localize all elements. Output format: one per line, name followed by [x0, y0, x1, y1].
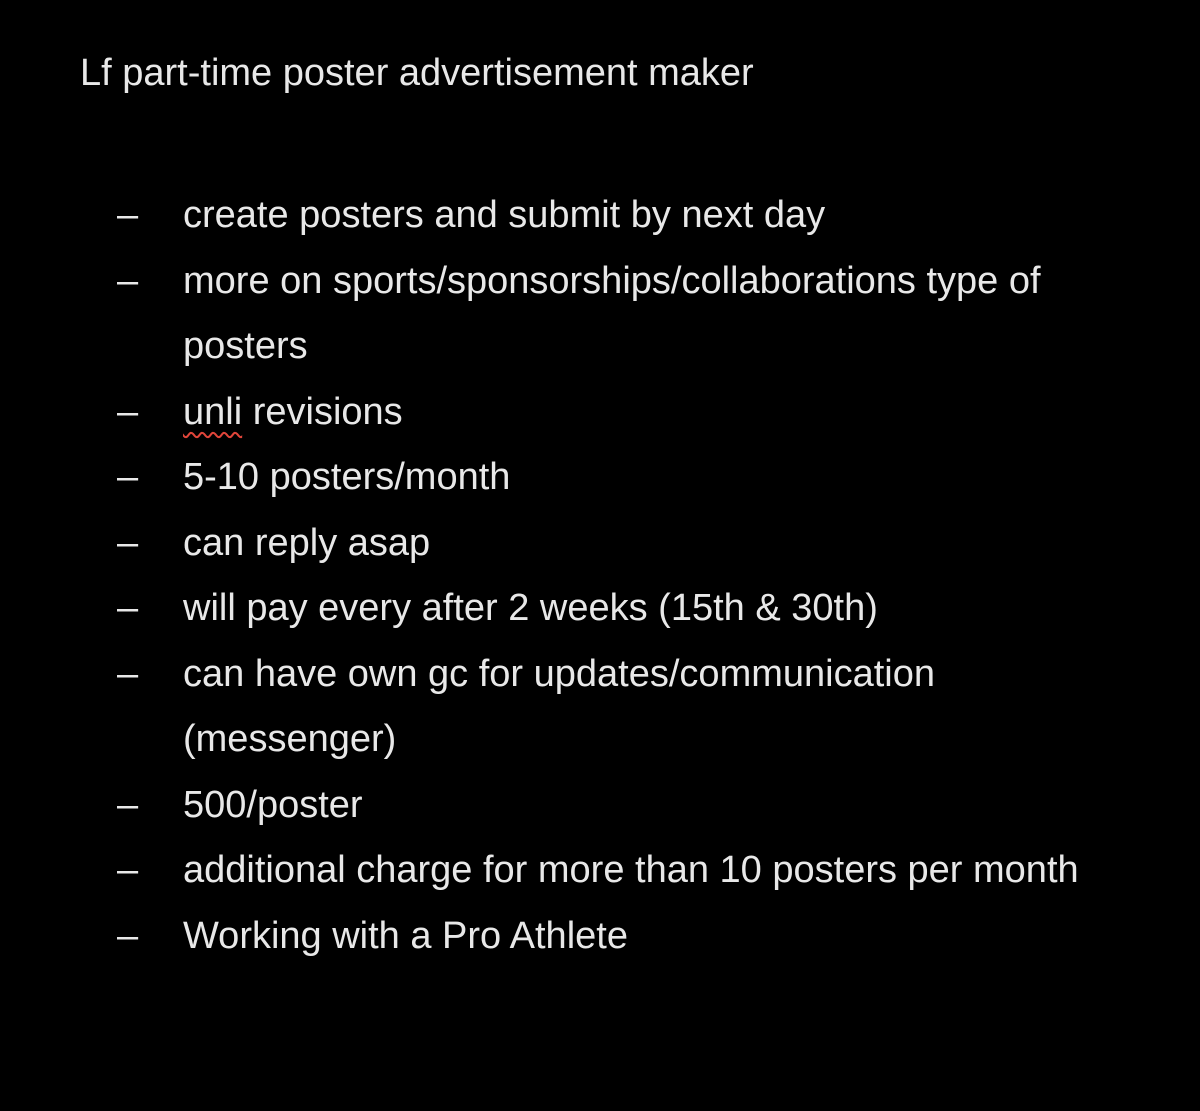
bullet-dash: –	[117, 521, 139, 564]
bullet-dash: –	[117, 914, 139, 957]
list-item	[0, 576, 1200, 642]
list-item-text: can have own gc for updates/communication (messenger)	[183, 652, 935, 760]
bullet-dash: –	[117, 587, 139, 629]
list-item-text: 500/poster	[183, 783, 363, 826]
bullet-dash: –	[117, 194, 139, 236]
misspelled-word[interactable]: unli	[183, 390, 243, 433]
list-item	[0, 904, 1200, 970]
note-title: Lf part-time poster advertisement maker	[80, 52, 754, 94]
list-item-text: more on sports/sponsorships/collaborations type of posters	[183, 259, 1041, 367]
list-item-text: additional charge for more than 10 posters per month	[183, 849, 1079, 891]
list-item	[0, 445, 1200, 511]
list-item-text-rest: revisions	[242, 390, 403, 433]
list-item-text: can reply asap	[183, 521, 431, 564]
bullet-dash: –	[117, 390, 139, 433]
list-item	[0, 249, 1200, 380]
list-item	[0, 380, 1200, 446]
list-item	[0, 183, 1200, 249]
list-item-text	[183, 380, 1143, 446]
bullet-list	[0, 183, 1200, 969]
list-item	[0, 838, 1200, 904]
list-item	[0, 642, 1200, 773]
bullet-dash: –	[117, 259, 139, 302]
list-item-text: create posters and submit by next day	[183, 194, 826, 236]
bullet-dash: –	[117, 456, 139, 498]
bullet-dash: –	[117, 783, 139, 826]
list-item-text: will pay every after 2 weeks (15th & 30th)	[183, 587, 878, 629]
bullet-dash: –	[117, 849, 139, 891]
list-item-text: Working with a Pro Athlete	[183, 914, 628, 957]
list-item	[0, 511, 1200, 577]
list-item-text: 5-10 posters/month	[183, 456, 511, 498]
list-item	[0, 773, 1200, 839]
bullet-dash: –	[117, 652, 139, 695]
